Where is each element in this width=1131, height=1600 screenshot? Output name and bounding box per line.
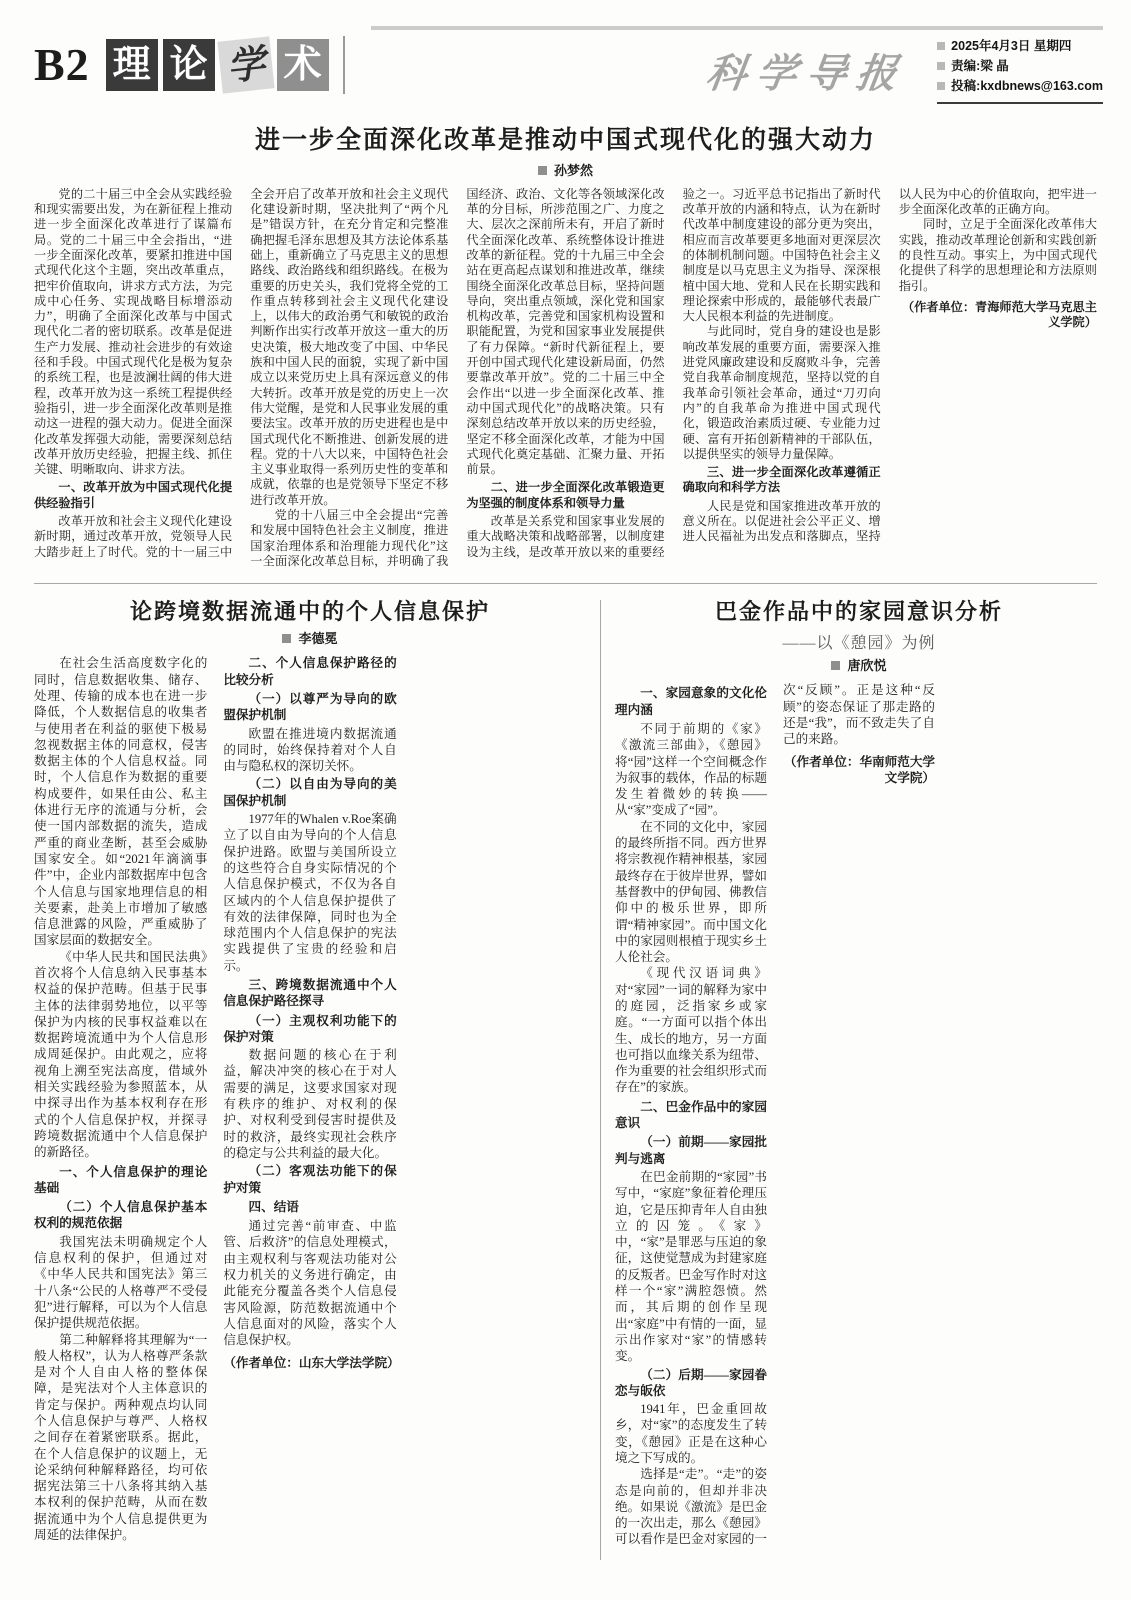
paragraph: 欧盟在推进境内数据流通的同时，始终保持着对个人自由与隐私权的深切关怀。 <box>223 726 397 774</box>
article-left <box>34 584 586 1561</box>
sub-subhead: （一）前期——家园批判与逃离 <box>615 1135 767 1166</box>
submission-email: 投稿:kxdbnews@163.com <box>951 79 1103 93</box>
main-article-body <box>34 187 1097 571</box>
paragraph: 人民是党和国家推进改革开放的意义所在。以促进社会公平正义、增进人民福祉为出发点和落脚点，坚持以人民为中心的价值取向，把牢进一步全面深化改革的正确方向。 <box>682 186 1097 544</box>
publication-info <box>937 36 1103 104</box>
section-subhead: 三、跨境数据流通中个人信息保护路径探寻 <box>223 977 397 1009</box>
paragraph: 数据问题的核心在于利益，解决冲突的核心在于对人需要的满足，这要求国家对现有秩序的维护、对权利的保护、对权利受到侵害时提供及时的救济，最终实现社会秩序的稳定与公共利益的最大化。 <box>223 1048 397 1160</box>
submission-row <box>937 76 1103 96</box>
sub-subhead: （一）主观权利功能下的保护对策 <box>223 1013 397 1044</box>
sub-subhead: （二）以自由为导向的美国保护机制 <box>223 777 397 808</box>
main-article-byline <box>0 164 1131 177</box>
byline-square-icon <box>538 166 547 175</box>
paragraph: 1941年，巴金重回故乡，对“家”的态度发生了转变，《憩园》正是在这种心境之下写成的。 <box>615 1402 767 1465</box>
paragraph: 在社会生活高度数字化的同时，信息数据收集、储存、处理、传输的成本也在进一步降低，个人数据信息的收集者与使用者在利益的驱使下极易忽视数据主体的同意权，侵害数据主体的个人信息权益。同时，个人信息作为数据的重要构成要件，如果任由公、私主体进行无序的流通与分析，会使一国内部数据的流失，造成严重的商业垄断，甚至会威胁国家安全。如“2021年滴滴事件”中，企业内部数据库中包含个人信息与国家地理信息的相关要素，赴美上市增加了敏感信息泄露的风险，严重威胁了国家层面的数据安全。 <box>34 656 208 948</box>
logo-tile-1: 理 <box>106 39 158 91</box>
section-logo <box>106 36 345 94</box>
right-article-author: 唐欣悦 <box>847 658 887 674</box>
right-article-title: 巴金作品中的家园意识分析 <box>714 598 1003 624</box>
paragraph: 改革是关系党和国家事业发展的重大战略决策和战略部署，以制度建设为主线，是改革开放以来的重要经验之一。习近平总书记指出了新时代改革开放的内涵和特点，认为在新时代改革中制度建设的部分更为突出，相应而言改革要更多地面对更深层次的体制机制问题。中国特色社会主义制度是以马克思主义为指导、深深根植中国大地、党和人民在长期实践和理论探索中形成的，最能够代表最广大人民根本利益的先进制度。 <box>466 186 881 559</box>
paragraph: 与此同时，党自身的建设也是影响改革发展的重要方面，需要深入推进党风廉政建设和反腐败斗争，完善党自我革命制度规范，坚持以党的自我革命引领社会革命，通过“刀刃向内”的自我革命为推进中国式现代化，锻造政治素质过硬、专业能力过硬、富有开拓创新精神的干部队伍，以提供坚实的领导力量保障。 <box>682 324 881 461</box>
logo-divider <box>343 36 345 94</box>
section-subhead: 一、家园意象的文化伦理内涵 <box>615 686 767 717</box>
author-credit: （作者单位：山东大学法学院） <box>223 1355 400 1370</box>
author-credit: （作者单位：华南师范大学文学院） <box>783 754 935 785</box>
article-right <box>615 584 1103 1561</box>
section-subhead: 二、巴金作品中的家园意识 <box>615 1099 767 1131</box>
pub-date: 2025年4月3日 星期四 <box>951 39 1072 53</box>
paragraph: 在巴金前期的“家园”书写中，“家庭”象征着伦理压迫，它是压抑青年人自由独立的囚笼。《家》中，“家”是罪恶与压迫的象征，这使觉慧成为封建家庭的反叛者。巴金写作时对这样一个“家”满腔怨愤。然而，其后期的创作呈现出“家庭”中有情的一面，显示出作家对“家”的情感转变。 <box>615 1169 767 1364</box>
sub-subhead: （二）个人信息保护基本权利的规范依据 <box>34 1200 208 1231</box>
pub-date-row <box>937 36 1103 56</box>
left-article-byline <box>34 632 586 645</box>
page-header <box>0 0 1131 108</box>
main-article-author: 孙梦然 <box>553 162 593 178</box>
byline-square-icon <box>282 634 291 643</box>
section-subhead: 四、结语 <box>248 1199 299 1214</box>
right-article-body <box>615 682 1103 1560</box>
square-bullet-icon <box>937 42 945 50</box>
main-article-title: 进一步全面深化改革是推动中国式现代化的强大动力 <box>254 126 876 154</box>
sub-subhead: （一）以尊严为导向的欧盟保护机制 <box>223 691 397 723</box>
right-article-byline <box>615 659 1103 672</box>
masthead-brand: 科学导报 <box>703 49 911 97</box>
section-subhead: 二、进一步全面深化改革锻造更为坚强的制度体系和领导力量 <box>466 480 665 510</box>
bottom-section <box>0 584 1131 1561</box>
paragraph: 我国宪法未明确规定个人信息权利的保护，但通过对《中华人民共和国宪法》第三十八条“公民的人格尊严不受侵犯”进行解释，可以为个人信息保护提供规范依据。 <box>34 1234 208 1331</box>
paragraph: 在不同的文化中，家园的最终所指不同。西方世界将宗教视作精神根基，家园最终存在于彼岸世界，譬如基督教中的伊甸园、佛教信仰中的极乐世界，即所谓“精神家园”。而中国文化中的家园则根植于现实乡土人伦社会。 <box>615 819 767 965</box>
sub-subhead: （二）后期——家园眷恋与皈依 <box>615 1367 767 1398</box>
paragraph: 《现代汉语词典》对“家园”一词的解释为家中的庭园，泛指家乡或家庭。“一方面可以指个体出生、成长的地方，另一方面也可指以血缘关系为纽带、作为重要的社会组织形式而存在”的家族。 <box>615 966 767 1095</box>
paragraph: 选择是“走”。“走”的姿态是向前的，但却并非决绝。如果说《激流》是巴金的一次出走，那么《憩园》可以看作是巴金对家园的一次“反顾”。正是这种“反顾”的姿态保证了那走路的还是“我”，而不致走失了自己的来路。 <box>615 683 935 1547</box>
section-subhead: 二、个人信息保护路径的比较分析 <box>223 656 397 687</box>
author-credit: （作者单位：青海师范大学马克思主义学院） <box>901 299 1097 330</box>
logo-tile-3: 学 <box>217 36 274 93</box>
paragraph: 第二种解释将其理解为“一般人格权”，认为人格尊严条款是对个人自由人格的整体保障，是宪法对个人主体意识的肯定与保护。两种观点均认同个人信息保护与尊严、人格权之间存在着紧密联系。据此，在个人信息保护的议题上，无论采纳何种解释路径，均可依据宪法第三十八条将其纳入基本权利的保护范畴，从而在数据流通中为个人信息提供更为周延的法律保护。 <box>34 1332 208 1543</box>
paragraph: 1977年的Whalen v.Roe案确立了以自由为导向的个人信息保护进路。欧盟与美国所设立的这些符合自身实际情况的个人信息保护模式，不仅为各自区域内的个人信息保护提供了有效的法律保障，同时也为全球范围内个人信息保护的宪法实践提供了宝贵的经验和启示。 <box>223 812 397 973</box>
article-main <box>0 124 1131 571</box>
square-bullet-icon <box>937 82 945 90</box>
paragraph: 同时，立足于全面深化改革伟大实践，推动改革理论创新和实践创新的良性互动。事实上，为中国式现代化提供了科学的思想理论和方法原则指引。 <box>898 217 1097 293</box>
left-article-body <box>34 655 586 1553</box>
column-divider <box>600 600 601 1561</box>
square-bullet-icon <box>937 62 945 70</box>
paragraph: 《中华人民共和国民法典》首次将个人信息纳入民事基本权益的保护范畴。但基于民事主体的法律弱势地位，以平等保护为内核的民事权益难以在数据跨境流通中为个人信息形成周延保护。由此观之，应将视角上溯至宪法高度，借域外相关实践经验为参照蓝本，从中探寻出作为基本权利存在形式的个人信息保护权，并探寻跨境数据流通中个人信息保护的新路径。 <box>34 949 208 1160</box>
right-article-subtitle: ——以《憩园》为例 <box>782 635 936 653</box>
logo-tile-4: 术 <box>277 39 329 91</box>
header-right <box>371 26 1103 104</box>
logo-tile-2: 论 <box>163 39 215 91</box>
section-subhead: 三、进一步全面深化改革遵循正确取向和科学方法 <box>682 465 881 495</box>
sub-subhead: （二）客观法功能下的保护对策 <box>223 1164 397 1195</box>
section-subhead: 一、改革开放为中国式现代化提供经验指引 <box>34 480 233 510</box>
left-article-title: 论跨境数据流通中的个人信息保护 <box>129 598 490 624</box>
left-article-author: 李德冕 <box>298 631 338 647</box>
paragraph: 改革开放和社会主义现代化建设新时期，通过改革开放，党领导人民大踏步赶上了时代。党的十一届三中全会开启了改革开放和社会主义现代化建设新时期，坚决批判了“两个凡是”错误方针，在充分肯定和完整准确把握毛泽东思想及其方法论体系基础上，重新确立了马克思主义的思想路线、政治路线和组织路线。在极为重要的历史关头，我们党将全党的工作重点转移到社会主义现代化建设上，以伟大的政治勇气和敏锐的政治判断作出实行改革开放这一重大的历史决策，极大地改变了中国、中华民族和中国人民的面貌，实现了新中国成立以来党历史上具有深远意义的伟大转折。改革开放是党的历史上一次伟大觉醒，是党和人民事业发展的重要法宝。改革开放的历史进程也是中国式现代化不断推进、创新发展的进程。党的十八大以来，中国特色社会主义事业取得一系列历史性的变革和成就，依靠的也是党领导下坚定不移进行改革开放。 <box>34 186 449 559</box>
editor-row <box>937 56 1103 76</box>
byline-square-icon <box>831 661 840 670</box>
editor-name: 责编:梁 晶 <box>951 59 1009 73</box>
edition-number: B2 <box>34 39 90 90</box>
paragraph: 党的十八届三中全会提出“完善和发展中国特色社会主义制度，推进国家治理体系和治理能力现代化”这一全面深化改革总目标，并明确了我国经济、政治、文化等各领域深化改革的分目标，所涉范围之广、力度之大、层次之深前所未有，开启了新时代全面深化改革、系统整体设计推进改革的新征程。党的十九届三中全会站在更高起点谋划和推进改革，继续围绕全面深化改革总目标，坚持问题导向，突出重点领域，深化党和国家机构改革，完善党和国家机构设置和职能配置，为党和国家事业发展提供了有力保障。“新时代新征程上，要开创中国式现代化建设新局面，仍然要靠改革开放”。党的二十届三中全会作出“以进一步全面深化改革、推动中国式现代化”的战略决策。只有深刻总结改革开放以来的历史经验，坚定不移全面深化改革，才能为中国式现代化奠定基础、汇聚力量、开拓前景。 <box>250 186 665 568</box>
section-subhead: 一、个人信息保护的理论基础 <box>34 1164 208 1195</box>
paragraph: 不同于前期的《家》《激流三部曲》，《憩园》将“园”这样一个空间概念作为叙事的载体，作品的标题发生着微妙的转换——从“家”变成了“园”。 <box>615 721 767 818</box>
paragraph: 党的二十届三中全会从实践经验和现实需要出发，为在新征程上推动进一步全面深化改革进行了谋篇布局。党的二十届三中全会指出，“进一步全面深化改革，要紧扣推进中国式现代化这个主题，突出改革重点，把牢价值取向，讲求方式方法，为完成中心任务、实现战略目标增添动力”，明确了全面深化改革与中国式现代化二者的密切联系。改革是促进生产力发展、推动社会进步的有效途径和手段。中国式现代化是极为复杂的系统工程，也是波澜壮阔的伟大进程，改革开放为这一系统工程提供经验指引，进一步全面深化改革则是推动这一进程的强大动力。促进全面深化改革发挥强大动能，需要深刻总结改革开放历史经验，把握主线、抓住关键、明晰取向、讲求方法。 <box>34 186 233 477</box>
paragraph: 通过完善“前审查、中监管、后救济”的信息处理模式，由主观权利与客观法功能对公权力机关的义务进行确定，由此能充分覆盖各类个人信息侵害风险源，防范数据流通中个人信息面对的风险，落实个人信息保护权。 <box>223 1219 397 1348</box>
